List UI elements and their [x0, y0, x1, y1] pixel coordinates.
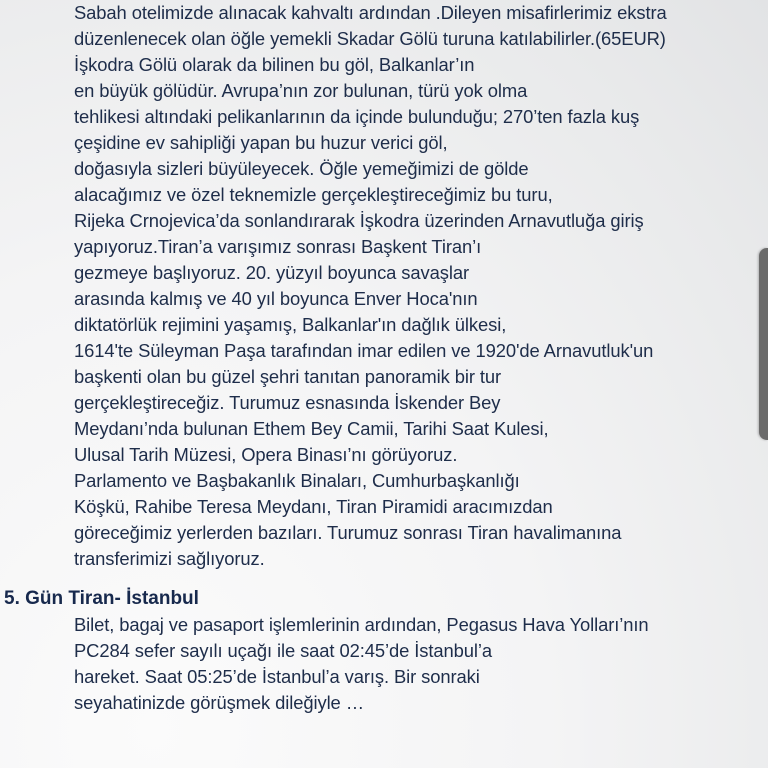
text-line: düzenlenecek olan öğle yemekli Skadar Gölü turuna katılabilirler.(65EUR) — [74, 28, 666, 49]
text-line: hareket. Saat 05:25’de İstanbul’a varış. Bir sonraki — [74, 666, 480, 687]
text-line: İşkodra Gölü olarak da bilinen bu göl, Balkanlar’ın — [74, 54, 475, 75]
text-line: gezmeye başlıyoruz. 20. yüzyıl boyunca savaşlar — [74, 262, 469, 283]
text-line: Köşkü, Rahibe Teresa Meydanı, Tiran Piramidi aracımızdan — [74, 496, 553, 517]
text-line: Rijeka Crnojevica’da sonlandırarak İşkodra üzerinden Arnavutluğa giriş — [74, 210, 644, 231]
text-line: Ulusal Tarih Müzesi, Opera Binası’nı görüyoruz. — [74, 444, 458, 465]
text-line: Parlamento ve Başbakanlık Binaları, Cumhurbaşkanlığı — [74, 470, 520, 491]
text-line: Sabah otelimizde alınacak kahvaltı ardından .Dileyen misafirlerimiz ekstra — [74, 2, 667, 23]
text-line: göreceğimiz yerlerden bazıları. Turumuz sonrası Tiran havalimanına — [74, 522, 622, 543]
text-line: çeşidine ev sahipliği yapan bu huzur verici göl, — [74, 132, 448, 153]
day4-description — [74, 0, 764, 572]
text-line: doğasıyla sizleri büyüleyecek. Öğle yemeğimizi de gölde — [74, 158, 529, 179]
text-line: arasında kalmış ve 40 yıl boyunca Enver Hoca'nın — [74, 288, 478, 309]
text-line: Bilet, bagaj ve pasaport işlemlerinin ardından, Pegasus Hava Yolları’nın — [74, 614, 649, 635]
text-line: başkenti olan bu güzel şehri tanıtan panoramik bir tur — [74, 366, 502, 387]
text-line: en büyük gölüdür. Avrupa’nın zor bulunan, türü yok olma — [74, 80, 528, 101]
text-line: PC284 sefer sayılı uçağı ile saat 02:45’de İstanbul’a — [74, 640, 492, 661]
text-line: Meydanı’nda bulunan Ethem Bey Camii, Tarihi Saat Kulesi, — [74, 418, 549, 439]
text-line: yapıyoruz.Tiran’a varışımız sonrası Başkent Tiran’ı — [74, 236, 482, 257]
text-line: 1614'te Süleyman Paşa tarafından imar edilen ve 1920'de Arnavutluk'un — [74, 340, 654, 361]
text-line: gerçekleştireceğiz. Turumuz esnasında İskender Bey — [74, 392, 501, 413]
text-line: tehlikesi altındaki pelikanlarının da içinde bulunduğu; 270’ten fazla kuş — [74, 106, 640, 127]
text-line: seyahatinizde görüşmek dileğiyle … — [74, 692, 364, 713]
vertical-scrollbar[interactable] — [759, 248, 768, 440]
text-line: diktatörlük rejimini yaşamış, Balkanlar'ın dağlık ülkesi, — [74, 314, 507, 335]
text-line: transferimizi sağlıyoruz. — [74, 548, 265, 569]
day5-heading: 5. Gün Tiran- İstanbul — [4, 588, 199, 609]
text-line: alacağımız ve özel teknemizle gerçekleştireceğimiz bu turu, — [74, 184, 553, 205]
day5-description — [74, 612, 764, 716]
